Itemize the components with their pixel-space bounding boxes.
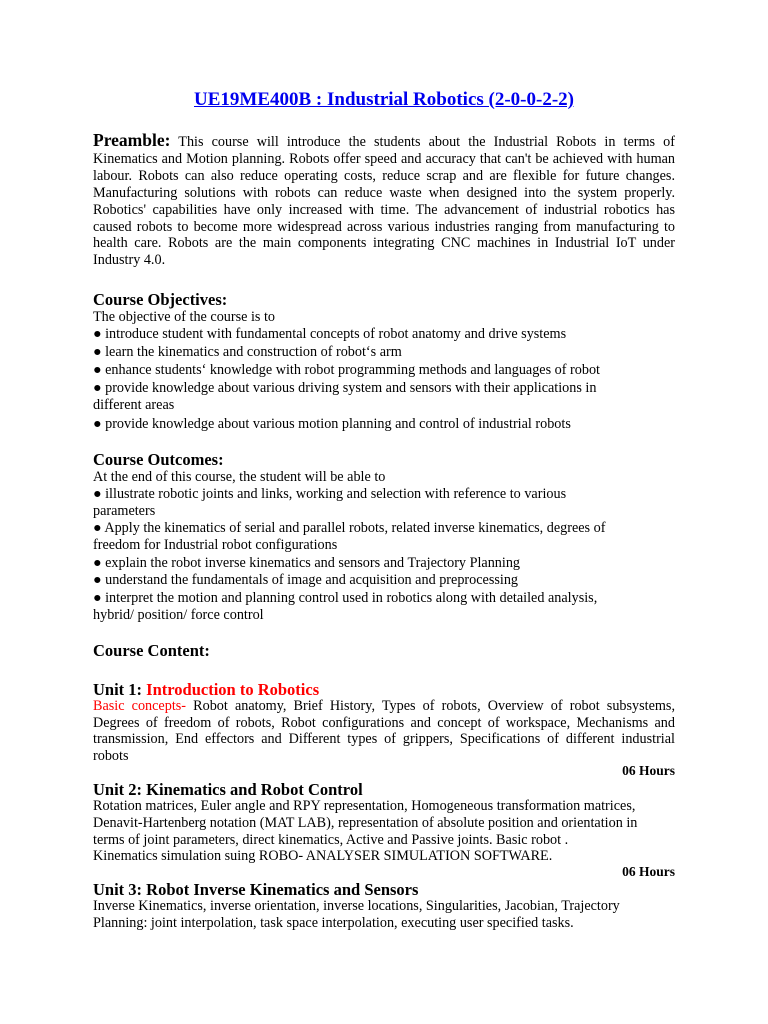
- content-heading: Course Content:: [93, 641, 210, 660]
- outcome-item-continued: freedom for Industrial robot configurations: [93, 537, 338, 553]
- objectives-heading: Course Objectives:: [93, 290, 228, 309]
- unit-3-line: Inverse Kinematics, inverse orientation, inverse locations, Singularities, Jacobian, Trajectory: [93, 898, 620, 914]
- outcome-item: ● explain the robot inverse kinematics and sensors and Trajectory Planning: [93, 555, 521, 571]
- outcomes-heading: Course Outcomes:: [93, 450, 224, 469]
- unit-1-title: Introduction to Robotics: [146, 680, 320, 699]
- outcome-item-continued: hybrid/ position/ force control: [93, 607, 264, 623]
- unit-2-heading: Unit 2: Kinematics and Robot Control: [93, 780, 363, 799]
- unit-3-line: Planning: joint interpolation, task space interpolation, executing user specified tasks.: [93, 915, 574, 931]
- objective-item-continued: different areas: [93, 397, 175, 413]
- unit-1-hours: 06 Hours: [622, 763, 675, 778]
- preamble-text: This course will introduce the students about the Industrial Robots in terms of Kinematics and Motion planning. Robots offer speed and accuracy that can't be achieved with human labour. Robots can also reduce operating costs, reduce scrap and are flexible for future changes. Manufacturing solutions with robots can reduce waste when designed into the system properly. Robotics' capabilities have only increased with time. The advancement of industrial robotics has caused robots to become more widespread across various industries ranging from manufacturing to health care. Robots are the main components integrating CNC machines in Industrial IoT under Industry 4.0.: [93, 134, 675, 269]
- unit-2-hours: 06 Hours: [622, 864, 675, 879]
- unit-2-line: Kinematics simulation suing ROBO- ANALYSER SIMULATION SOFTWARE.: [93, 848, 553, 864]
- outcome-item-continued: parameters: [93, 503, 156, 519]
- unit-2-line: Rotation matrices, Euler angle and RPY representation, Homogeneous transformation matrices,: [93, 798, 636, 814]
- preamble-label: Preamble:: [93, 130, 171, 150]
- outcomes-intro: At the end of this course, the student will be able to: [93, 469, 386, 485]
- objective-item: ● provide knowledge about various driving system and sensors with their applications in: [93, 380, 597, 396]
- course-title[interactable]: UE19ME400B : Industrial Robotics (2-0-0-2-2): [194, 89, 574, 110]
- objective-item: ● provide knowledge about various motion planning and control of industrial robots: [93, 416, 571, 432]
- outcome-item: ● understand the fundamentals of image and acquisition and preprocessing: [93, 572, 519, 588]
- outcome-item: ● interpret the motion and planning control used in robotics along with detailed analysis,: [93, 590, 598, 606]
- unit-2-line: terms of joint parameters, direct kinematics, Active and Passive joints. Basic robot .: [93, 832, 569, 848]
- preamble-paragraph: [93, 132, 675, 269]
- objective-item: ● learn the kinematics and construction of robot‘s arm: [93, 344, 402, 360]
- unit-1-lead: Basic concepts-: [93, 698, 187, 714]
- unit-1-label: Unit 1:: [93, 680, 147, 699]
- unit-1-description: [93, 698, 675, 764]
- unit-1-text: Robot anatomy, Brief History, Types of robots, Overview of robot subsystems, Degrees of freedom of robots, Robot configurations and concept of workspace, Mechanisms and transmission, End effectors and Different types of grippers, Specifications of different industrial robots: [93, 698, 675, 764]
- unit-1-heading: [93, 680, 319, 700]
- objectives-intro: The objective of the course is to: [93, 309, 276, 325]
- objective-item: ● enhance students‘ knowledge with robot programming methods and languages of robot: [93, 362, 600, 378]
- outcome-item: ● illustrate robotic joints and links, working and selection with reference to various: [93, 486, 567, 502]
- objective-item: ● introduce student with fundamental concepts of robot anatomy and drive systems: [93, 326, 567, 342]
- unit-2-line: Denavit-Hartenberg notation (MAT LAB), representation of absolute position and orientation in: [93, 815, 638, 831]
- outcome-item: ● Apply the kinematics of serial and parallel robots, related inverse kinematics, degrees of: [93, 520, 606, 536]
- unit-3-heading: Unit 3: Robot Inverse Kinematics and Sensors: [93, 880, 419, 899]
